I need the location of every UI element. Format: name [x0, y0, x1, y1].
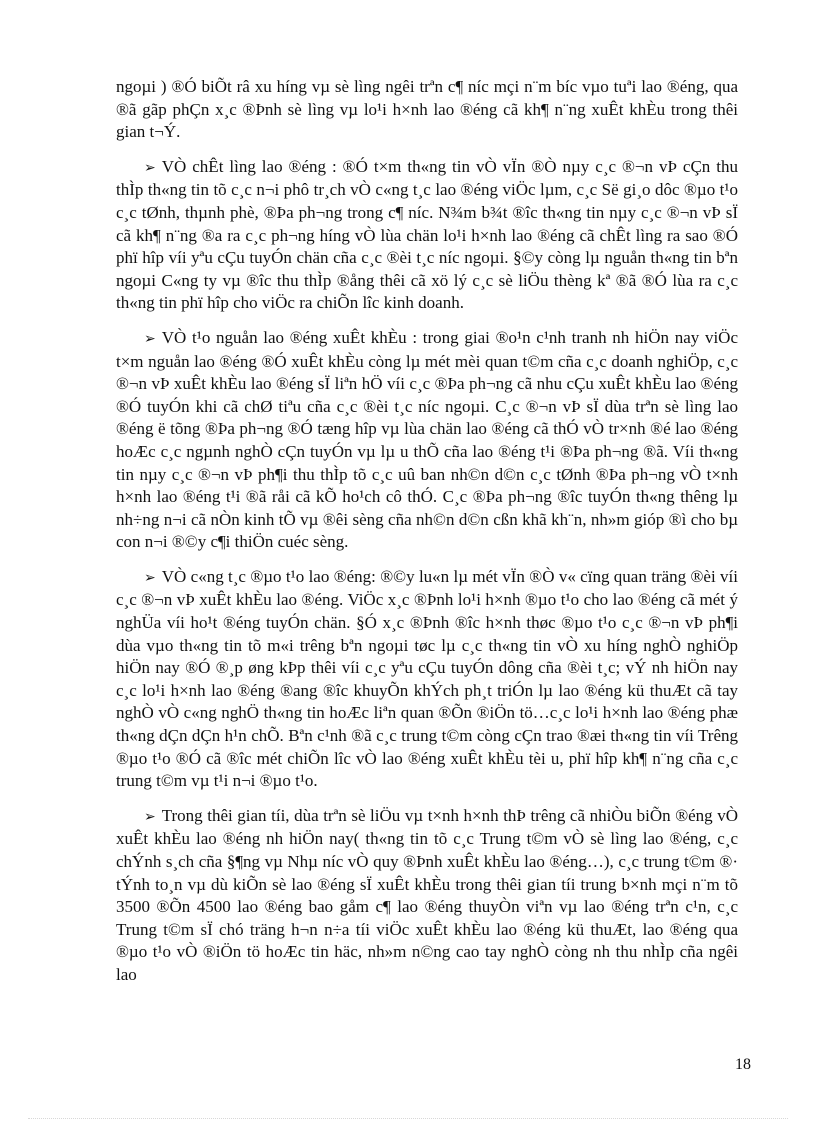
page-footer-divider — [28, 1118, 788, 1119]
arrow-bullet-icon: ➢ — [144, 569, 156, 586]
arrow-bullet-icon: ➢ — [144, 808, 156, 825]
paragraph-quality — [116, 156, 738, 315]
arrow-bullet-icon: ➢ — [144, 330, 156, 347]
paragraph-text: VÒ c«ng t¸c ®µo t¹o lao ®éng: ®©y lu«n lµ mét vÏn ®Ò v« cïng quan träng ®èi víi c¸c ®¬n vÞ xuÊt khÈu lao ®éng. ViÖc x¸c ®Þnh lo¹i h×nh ®µo t¹o cho lao ®éng cã mét ý nghÜa víi ho¹t ®éng tuyÓn chän. §Ó x¸c ®Þnh ®îc h×nh thøc ®µo t¹o c¸c ®¬n vÞ ph¶i dùa vµo th«ng tin tõ m«i trêng bªn ngoµi tøc lµ c¸c th«ng tin vÒ xu híng nghÒ nghiÖp hiÖn nay ®Ó ®¸p øng kÞp thêi víi c¸c yªu cÇu tuyÓn dông cña ®èi t¸c; vÝ nh hiÖn nay c¸c lo¹i h×nh lao ®éng ®ang ®îc khuyÕn khÝch ph¸t triÓn lµ lao ®éng kü thuÆt cã tay nghÒ vÒ c«ng nghÖ th«ng tin hoÆc liªn quan ®Õn ®iÖn tö…c¸c lo¹i h×nh lao ®éng phæ th«ng dÇn dÇn h¹n chÕ. Bªn c¹nh ®ã c¸c trung t©m còng cÇn trao ®æi th«ng tin víi Trêng ®µo t¹o ®Ó cã ®îc mét chiÕn lîc vÒ lao ®éng xuÊt khÈu tèi u, phï hîp kh¶ n¨ng cña c¸c trung t©m vµ t¹i n¬i ®µo t¹o. — [116, 566, 738, 791]
paragraph-text: ngoµi ) ®Ó biÕt râ xu híng vµ sè lìng ngêi trªn c¶ níc mçi n¨m bíc vµo tuªi lao ®éng, qua ®ã gãp phÇn x¸c ®Þnh sè lìng vµ lo¹i h×nh lao ®éng cã kh¶ n¨ng xuÊt khÈu trong thêi gian t¬Ý. — [116, 77, 738, 142]
paragraph-future — [116, 805, 738, 987]
paragraph-source — [116, 327, 738, 554]
page-number: 18 — [735, 1056, 751, 1073]
paragraph-text: VÒ t¹o nguån lao ®éng xuÊt khÈu : trong giai ®o¹n c¹nh tranh nh hiÖn nay viÖc t×m nguån lao ®éng ®Ó xuÊt khÈu còng lµ mét mèi quan t©m cña c¸c doanh nghiÖp, c¸c ®¬n vÞ xuÊt khÈu lao ®éng sÏ liªn hÖ víi c¸c ®Þa ph¬ng cã nhu cÇu xuÊt khÈu lao ®éng ®Ó tuyÓn khi cã chØ tiªu cña c¸c ®èi t¸c níc ngoµi. C¸c ®¬n vÞ sÏ dùa trªn sè lìng lao ®éng ë tõng ®Þa ph¬ng ®Ó tæng hîp vµ lùa chän lao ®éng cã thÓ vÒ tr×nh ®é lao ®éng hoÆc c¸c ngµnh nghÒ cÇn tuyÓn vµ lµ u thÕ cña lao ®éng t¹i ®Þa ph¬ng ®ã. Víi th«ng tin nµy c¸c ®¬n vÞ ph¶i thu thÌp tõ c¸c uû ban nh©n d©n c¸c tØnh ®Þa ph¬ng vÒ t×nh h×nh lao ®éng t¹i ®ã råi cã kÕ ho¹ch cô thÓ. C¸c ®Þa ph¬ng ®îc tuyÓn th«ng thêng lµ nh÷ng n¬i cã nÒn kinh tÕ vµ ®êi sèng cña nh©n d©n cßn khã kh¨n, nh»m gióp ®ì cho bµ con n¬i ®©y c¶i thiÖn cuéc sèng. — [116, 327, 738, 552]
paragraph-intro — [116, 76, 738, 144]
arrow-bullet-icon: ➢ — [144, 159, 156, 176]
body-text — [116, 76, 738, 999]
paragraph-training — [116, 566, 738, 793]
paragraph-text: VÒ chÊt lìng lao ®éng : ®Ó t×m th«ng tin vÒ vÏn ®Ò nµy c¸c ®¬n vÞ cÇn thu thÌp th«ng tin tõ c¸c n¬i phô tr¸ch vÒ c«ng t¸c lao ®éng viÖc lµm, c¸c Së gi¸o dôc ®µo t¹o c¸c tØnh, thµnh phè, ®Þa ph¬ng trong c¶ níc. N¾m b¾t ®îc th«ng tin nµy c¸c ®¬n vÞ sÏ cã kh¶ n¨ng ®a ra c¸c ph¬ng híng vÒ lùa chän lo¹i h×nh lao ®éng cã chÊt lìng ra sao ®Ó phï hîp víi yªu cÇu tuyÓn chän cña c¸c ®èi t¸c níc ngoµi. §©y còng lµ nguån th«ng tin bªn ngoµi C«ng ty vµ ®îc thu thÌp ®ång thêi cã xö lý c¸c sè liÖu thèng kª ®ã ®Ó lùa ra c¸c th«ng tin phï hîp cho viÖc ra chiÕn lîc kinh doanh. — [116, 156, 738, 313]
paragraph-text: Trong thêi gian tíi, dùa trªn sè liÖu vµ t×nh h×nh thÞ trêng cã nhiÒu biÕn ®éng vÒ xuÊt khÈu lao ®éng nh hiÖn nay( th«ng tin tõ c¸c Trung t©m vÒ sè lìng lao ®éng, c¸c chÝnh s¸ch cña §¶ng vµ Nhµ níc vÒ quy ®Þnh xuÊt khÈu lao ®éng…), c¸c trung t©m ®· tÝnh to¸n vµ dù kiÕn sè lao ®éng sÏ xuÊt khÈu trong thêi gian tíi trung b×nh mçi n¨m tõ 3500 ®Õn 4500 lao ®éng bao gåm c¶ lao ®éng thuyÒn viªn vµ lao ®éng trªn c¹n, c¸c Trung t©m sÏ chó träng h¬n n÷a tíi viÖc xuÊt khÈu lao ®éng kü thuÆt, lao ®éng qua ®µo t¹o vÒ ®iÖn tö hoÆc tin häc, nh»m n©ng cao tay nghÒ còng nh thu nhÌp cña ngêi lao — [116, 805, 738, 984]
